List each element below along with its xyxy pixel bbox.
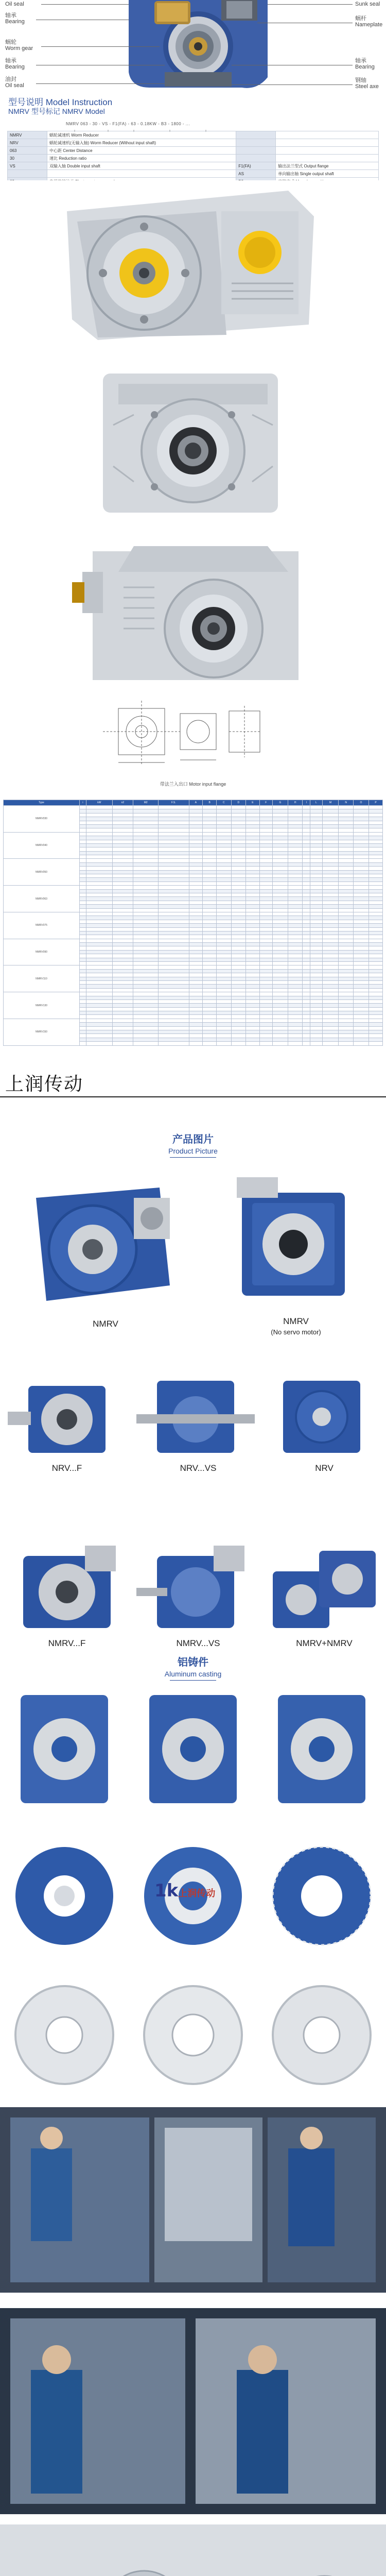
dimensions-table-section bbox=[0, 798, 386, 1058]
dims-header-cell: M2 bbox=[133, 800, 159, 806]
product-photo-nmrv-front bbox=[0, 180, 386, 350]
gearbox-photo-illustration-2 bbox=[0, 363, 386, 523]
dims-header-cell: N bbox=[339, 800, 354, 806]
dims-header-cell: P bbox=[369, 800, 383, 806]
model-row: NMRV 蜗轮减速机 Worm Reducer bbox=[8, 131, 379, 139]
dims-header-cell: kW bbox=[86, 800, 112, 806]
aluminum-title-zh: 铝铸件 bbox=[178, 1657, 208, 1668]
dims-header-cell: n2 bbox=[112, 800, 133, 806]
dimension-drawing-section bbox=[0, 698, 386, 796]
dims-header-cell: I bbox=[303, 800, 310, 806]
product-nrv-vs-image bbox=[136, 1370, 255, 1463]
product-label-nrv-f: NRV...F bbox=[51, 1463, 82, 1473]
dims-header-cell: i bbox=[79, 800, 86, 806]
product-nrv-image bbox=[262, 1370, 381, 1463]
label-oil-seal-bottom: 油封 Oil seal bbox=[5, 76, 24, 89]
dims-group-cell: NMRV040 bbox=[4, 832, 80, 859]
cutaway-diagram bbox=[0, 0, 386, 93]
aluminum-casting-gallery bbox=[0, 1685, 386, 2293]
product-label-nmrv-1: NMRV bbox=[93, 1319, 118, 1329]
label-bearing-2: 轴承 Bearing bbox=[5, 58, 25, 70]
dims-row bbox=[4, 1019, 383, 1022]
product-label-nmrv-nmrv: NMRV+NMRV bbox=[296, 1638, 353, 1648]
dims-group-cell: NMRV075 bbox=[4, 912, 80, 939]
label-worm-gear: 蜗轮 Worm gear bbox=[5, 39, 33, 52]
product-nmrv-nmrv-image bbox=[262, 1540, 381, 1638]
label-sunk-seal: Sunk seal bbox=[355, 1, 380, 7]
dims-group-cell: NMRV030 bbox=[4, 806, 80, 833]
dims-header-cell: G bbox=[272, 800, 288, 806]
dimensions-table bbox=[3, 800, 383, 1046]
product-label-nrv-vs: NRV...VS bbox=[180, 1463, 217, 1473]
model-instruction-title: 型号说明 Model Instruction bbox=[8, 97, 113, 107]
model-row: VS 双输入轴 Double input shaft F1(FA) 输出法兰型式 Output flange bbox=[8, 162, 379, 170]
aluminum-casting-heading bbox=[0, 1654, 386, 1681]
model-instruction-section bbox=[0, 92, 386, 179]
label-nameplate: 蜗杆 Nameplate bbox=[355, 15, 383, 28]
dims-group-cell: NMRV130 bbox=[4, 992, 80, 1019]
label-steel-axe: 钢轴 Steel axe bbox=[355, 77, 379, 90]
product-label-nmrv-2: NMRV (No servo motor) bbox=[271, 1316, 321, 1336]
product-nmrv-vs-image bbox=[136, 1540, 255, 1638]
dims-header-cell: Type bbox=[4, 800, 80, 806]
product-picture-title-en: Product Picture bbox=[168, 1147, 218, 1155]
dims-header-cell: C bbox=[217, 800, 232, 806]
dims-header-cell: M bbox=[322, 800, 339, 806]
product-nmrv-f-image bbox=[8, 1540, 126, 1638]
dims-row bbox=[4, 965, 383, 969]
gearbox-photo-illustration bbox=[0, 180, 386, 350]
dims-group-cell: NMRV150 bbox=[4, 1019, 80, 1045]
dims-row bbox=[4, 806, 383, 809]
dims-header-cell: F bbox=[259, 800, 272, 806]
product-picture-heading bbox=[0, 1131, 386, 1158]
dims-header-cell: E bbox=[246, 800, 260, 806]
dims-row bbox=[4, 859, 383, 862]
model-row: AS 单向输出轴 Single output shaft bbox=[8, 170, 379, 178]
dims-group-cell: NMRV063 bbox=[4, 886, 80, 912]
brand-header bbox=[0, 1066, 386, 1097]
product-label-nrv: NRV bbox=[315, 1463, 334, 1473]
dims-header-cell: O bbox=[353, 800, 369, 806]
product-nmrv-no-servo-image bbox=[206, 1167, 376, 1316]
product-photo-nmrv-output bbox=[0, 363, 386, 523]
aluminum-title-en: Aluminum casting bbox=[164, 1670, 222, 1678]
dims-row bbox=[4, 832, 383, 836]
model-row: NRV 蜗轮减速机(无输入轴) Worm Reducer (Without input shaft) bbox=[8, 139, 379, 147]
dims-header-cell: B bbox=[203, 800, 217, 806]
product-label-nmrv-f: NMRV...F bbox=[48, 1638, 86, 1648]
dims-row bbox=[4, 912, 383, 916]
dims-group-cell: NMRV050 bbox=[4, 859, 80, 886]
dims-header-cell: D bbox=[231, 800, 246, 806]
model-code-example: NMRV 063 - 30 - VS - F1(FA) - 63 - 0.18KW - B3 - 1800 - ... bbox=[66, 122, 190, 126]
dims-header-cell: F.S. bbox=[159, 800, 189, 806]
dims-group-cell: NMRV110 bbox=[4, 965, 80, 992]
label-oil-seal-top: Oil seal bbox=[5, 1, 24, 7]
dims-header-cell: A bbox=[189, 800, 203, 806]
dims-row bbox=[4, 939, 383, 942]
label-bearing-1: 轴承 Bearing bbox=[5, 12, 25, 25]
drawing-caption: 带法兰入出口 Motor input flange bbox=[160, 782, 226, 787]
gearbox-photo-illustration-3 bbox=[0, 531, 386, 696]
product-nmrv-image bbox=[15, 1167, 185, 1316]
product-nrv-f-image bbox=[8, 1370, 126, 1463]
dims-header-row bbox=[4, 800, 383, 806]
dims-header-cell: H bbox=[288, 800, 303, 806]
watermark: 1k上润传动 bbox=[154, 1880, 216, 1901]
model-instruction-subtitle: NMRV 型号标记 NMRV Model bbox=[8, 107, 105, 115]
model-row: 30 速比 Reduction ratio bbox=[8, 155, 379, 162]
dims-row bbox=[4, 992, 383, 996]
product-picture-title-zh: 产品图片 bbox=[172, 1134, 214, 1145]
model-row: 063 中心距 Center Distance bbox=[8, 147, 379, 155]
brand-name: 上润传动 bbox=[5, 1074, 84, 1095]
dims-row bbox=[4, 886, 383, 889]
product-label-nmrv-vs: NMRV...VS bbox=[176, 1638, 220, 1648]
dims-group-cell: NMRV090 bbox=[4, 939, 80, 965]
dimension-drawing bbox=[0, 698, 386, 786]
factory-photo-gallery bbox=[0, 2308, 386, 2576]
label-bearing-right: 轴承 Bearing bbox=[355, 58, 375, 70]
dims-header-cell: L bbox=[310, 800, 322, 806]
product-photo-nmrv-side bbox=[0, 531, 386, 696]
brand-divider bbox=[0, 1096, 386, 1097]
